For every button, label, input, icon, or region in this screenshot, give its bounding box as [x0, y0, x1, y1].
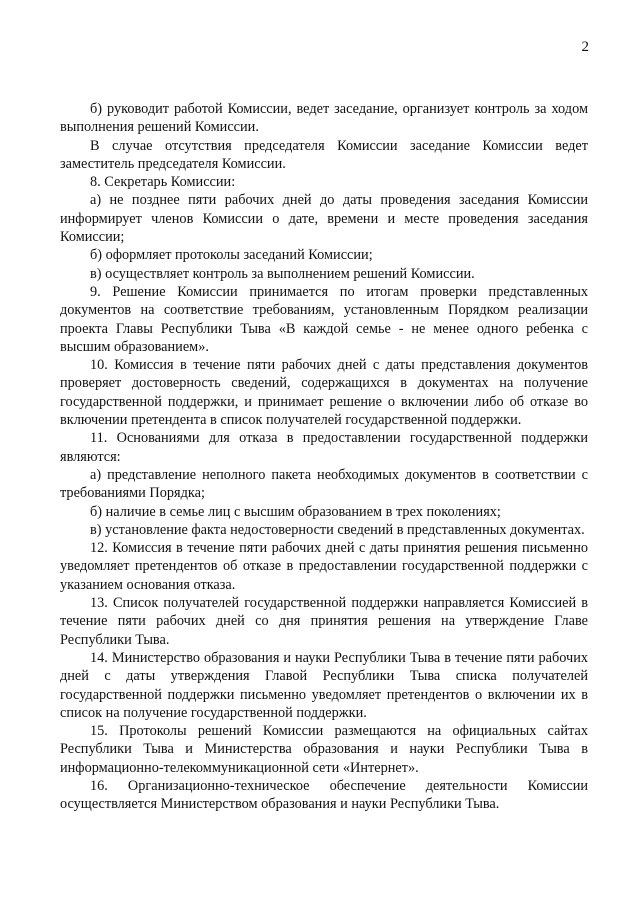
paragraph-11b-generations: б) наличие в семье лиц с высшим образованием в трех поколениях;	[90, 503, 501, 520]
page-number: 2	[581, 39, 589, 55]
paragraph-15-publication: 15. Протоколы решений Комиссии размещаются на официальных сайтах Республики Тыва и Министерства образования и науки Республики Тыва в информационно-телекоммуникационной сети «Интернет».	[60, 723, 588, 776]
document-body	[60, 100, 588, 814]
paragraph-10-verification: 10. Комиссия в течение пяти рабочих дней с даты представления документов проверяет достоверность сведений, содержащихся в документах на получение государственной поддержки, и принимает решение о включении либо об отказе во включении претендента в список получателей государственной поддержки.	[60, 357, 588, 429]
paragraph-8v-control: в) осуществляет контроль за выполнением решений Комиссии.	[90, 265, 475, 282]
paragraph-6b-leads-work: б) руководит работой Комиссии, ведет заседание, организует контроль за ходом выполнения решений Комиссии.	[60, 101, 588, 136]
paragraph-14-ministry: 14. Министерство образования и науки Республики Тыва в течение пяти рабочих дней с даты утверждения Главой Республики Тыва списка получателей государственной поддержки письменно уведомляет претендентов о включении их в список на получение государственной поддержки.	[60, 649, 588, 721]
paragraph-11a-incomplete: а) представление неполного пакета необходимых документов в соответствии с требованиями Порядка;	[60, 466, 588, 502]
paragraph-12-notification: 12. Комиссия в течение пяти рабочих дней с даты принятия решения письменно уведомляет претендентов об отказе в предоставлении государственной поддержки с указанием основания отказа.	[60, 540, 588, 593]
paragraph-11-refusal-grounds: 11. Основаниями для отказа в предоставлении государственной поддержки являются:	[60, 430, 588, 465]
paragraph-16-support: 16. Организационно-техническое обеспечение деятельности Комиссии осуществляется Министерством образования и науки Республики Тыва.	[60, 777, 588, 813]
paragraph-9-decision: 9. Решение Комиссии принимается по итогам проверки представленных документов на соответствие требованиям, установленным Порядком реализации проекта Главы Республики Тыва «В каждой семье - не менее одного ребенка с высшим образованием».	[60, 283, 588, 355]
paragraph-chair-absence: В случае отсутствия председателя Комиссии заседание Комиссии ведет заместитель председателя Комиссии.	[60, 137, 588, 172]
paragraph-11v-false-info: в) установление факта недостоверности сведений в представленных документах.	[90, 521, 585, 538]
paragraph-8-secretary: 8. Секретарь Комиссии:	[90, 174, 236, 191]
paragraph-8b-protocols: б) оформляет протоколы заседаний Комиссии;	[90, 247, 373, 264]
paragraph-8a-informs: а) не позднее пяти рабочих дней до даты проведения заседания Комиссии информирует членов Комиссии о дате, времени и месте проведения заседания Комиссии;	[60, 192, 588, 246]
paragraph-13-recipients-list: 13. Список получателей государственной поддержки направляется Комиссией в течение пяти рабочих дней со дня принятия решения на утверждение Главе Республики Тыва.	[60, 595, 588, 648]
